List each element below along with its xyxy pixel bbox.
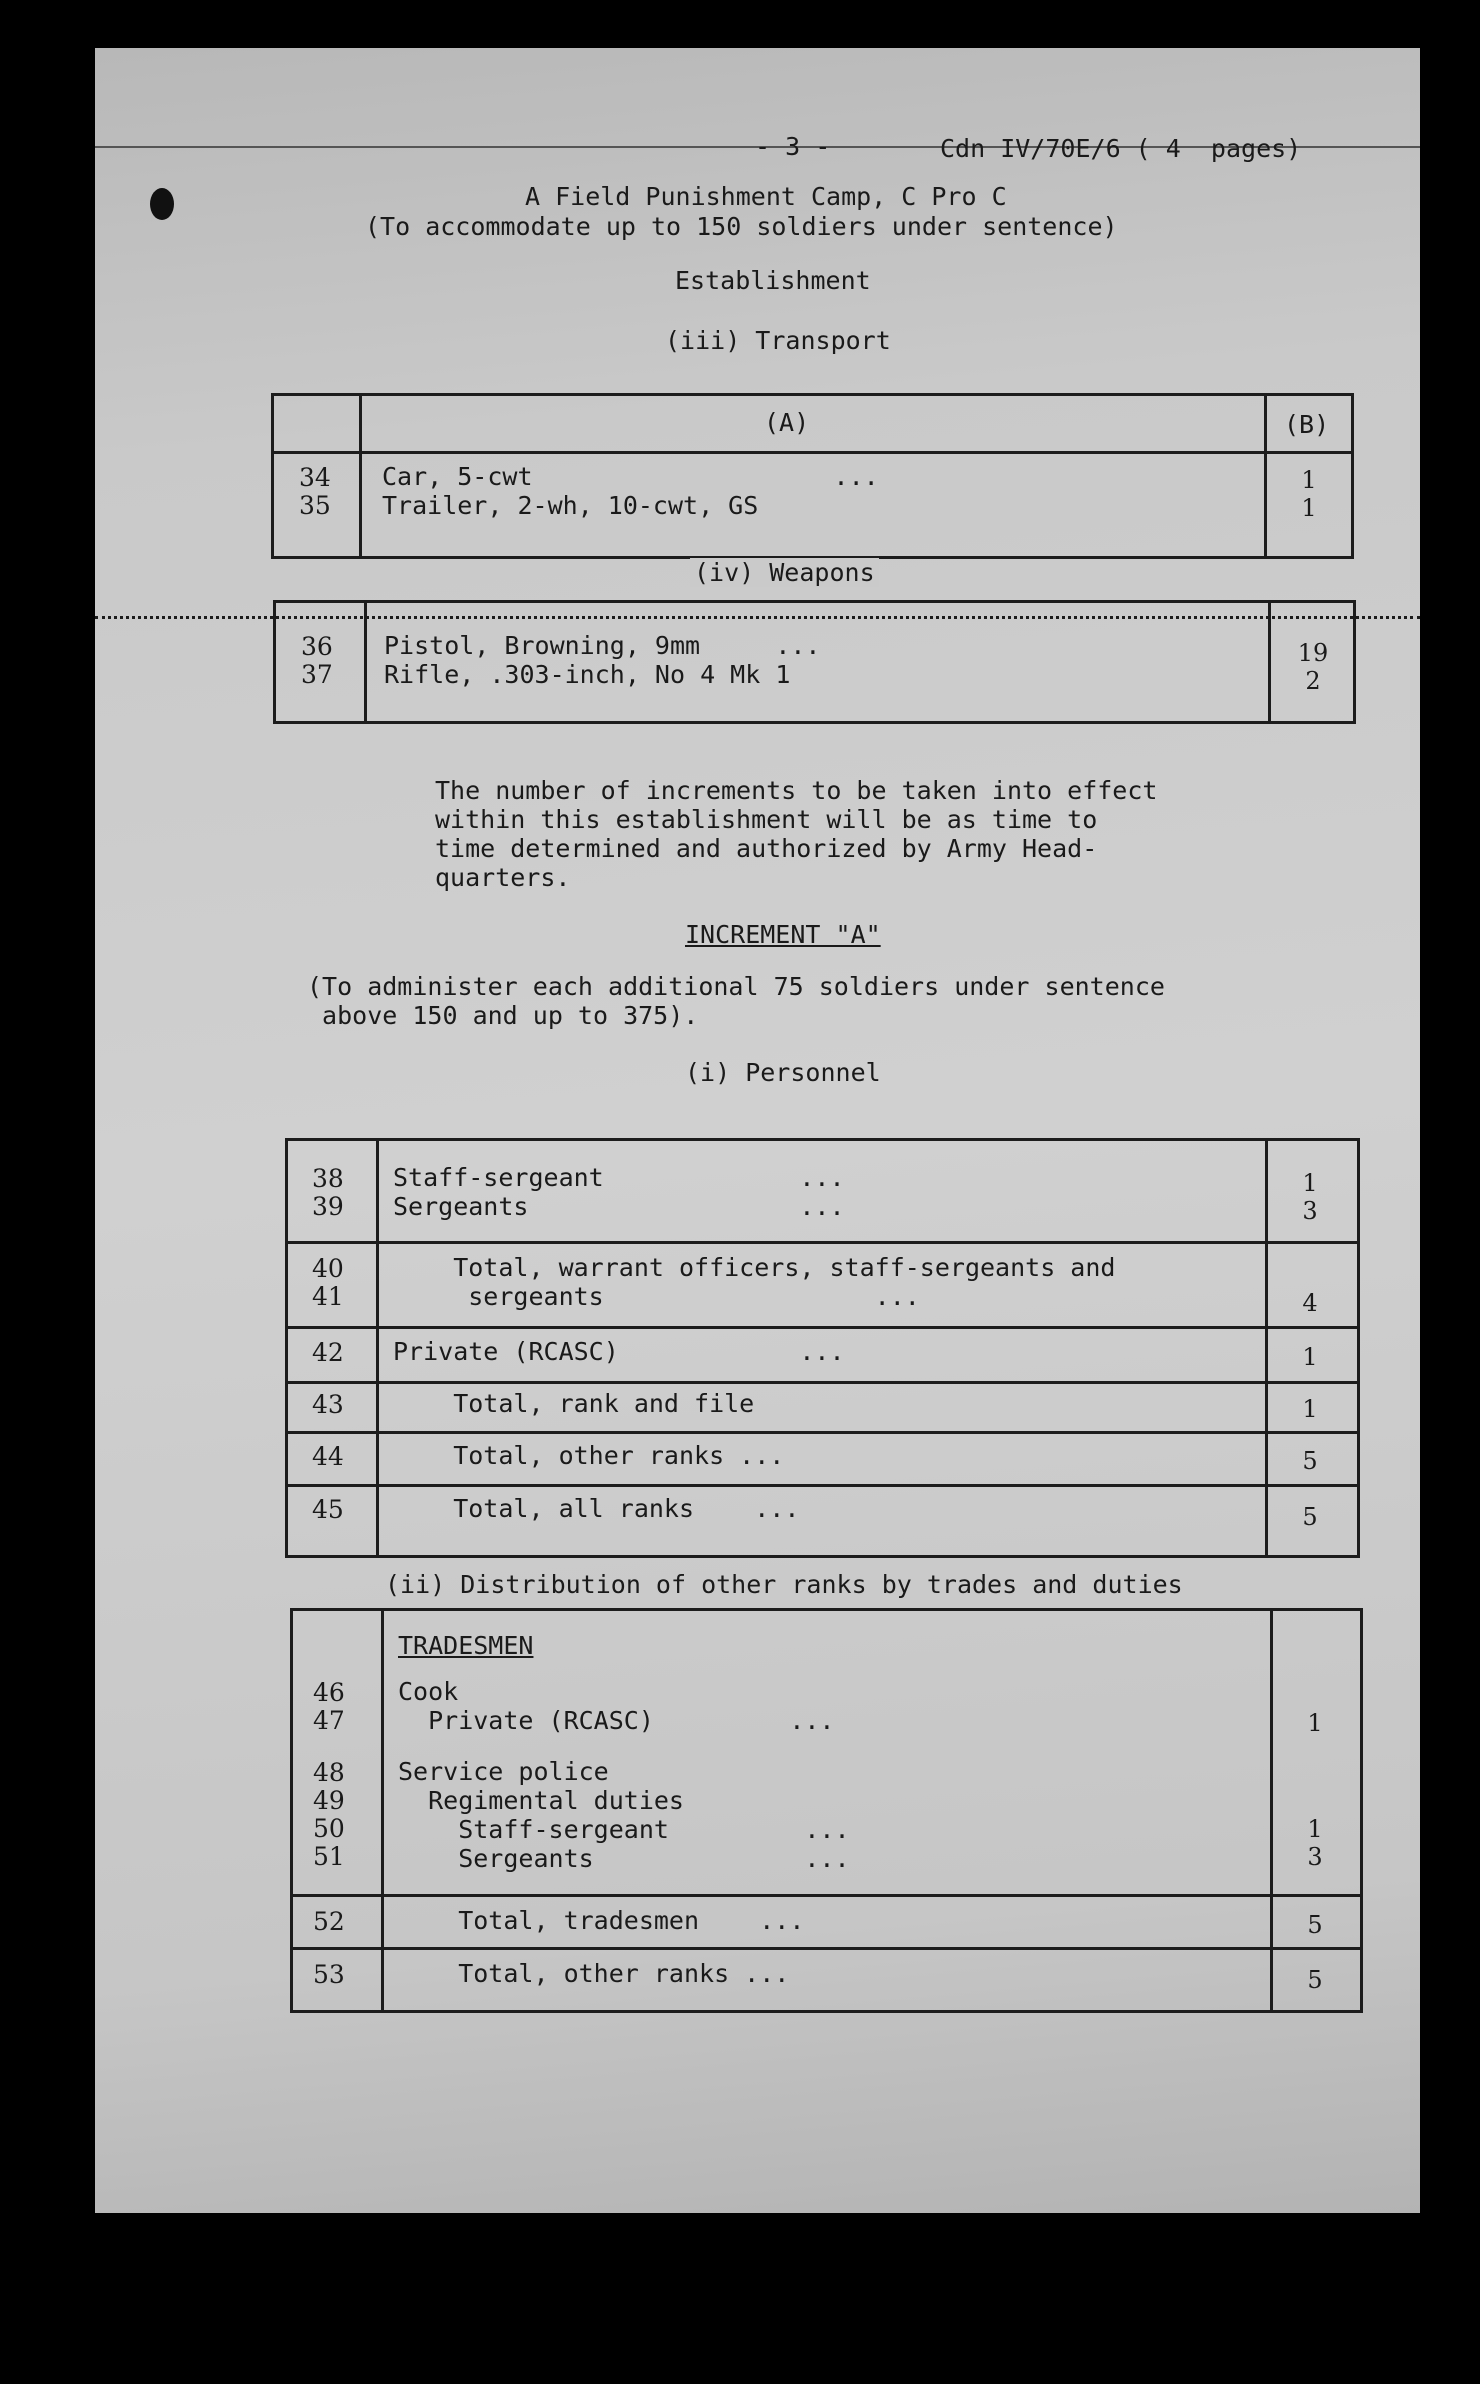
distribution-heading: (ii) Distribution of other ranks by trades and duties	[385, 1570, 1183, 1599]
increment-description: (To administer each additional 75 soldiers under sentence above 150 and up to 375).	[307, 972, 1165, 1030]
title-line-2: (To accommodate up to 150 soldiers under sentence)	[365, 212, 1118, 241]
table-row-value: 5	[1302, 1503, 1318, 1531]
table-row-text: Total, warrant officers, staff-sergeants and sergeants ...	[453, 1253, 1116, 1311]
table-row-value: 5	[1307, 1966, 1323, 1994]
table-row-text: Staff-sergeant ... Sergeants ...	[393, 1163, 845, 1221]
weapons-table	[273, 600, 1356, 724]
table-row-text: Total, rank and file	[393, 1389, 755, 1418]
table-row-numbers: 45	[312, 1495, 344, 1524]
increment-title: INCREMENT "A"	[685, 920, 881, 949]
punch-hole-mark	[150, 188, 174, 220]
transport-heading: (iii) Transport	[665, 326, 891, 355]
tradesmen-heading: TRADESMEN	[398, 1631, 534, 1660]
table-row-numbers: 46 47	[313, 1678, 345, 1735]
table-row-numbers: 43	[312, 1390, 344, 1419]
document-reference: Cdn IV/70E/6 ( 4 pages)	[940, 134, 1302, 163]
transport-values: 1 1	[1301, 466, 1317, 522]
table-row-text: Cook Private (RCASC) ...	[398, 1677, 835, 1735]
page-number: - 3 -	[755, 132, 831, 161]
weapons-items: Pistol, Browning, 9mm ... Rifle, .303-inch, No 4 Mk 1	[384, 631, 821, 689]
table-row-value: 4	[1302, 1289, 1318, 1317]
personnel-table	[285, 1138, 1360, 1558]
row-numbers: 34 35	[299, 463, 331, 520]
establishment-heading: Establishment	[675, 266, 871, 295]
document-page	[95, 48, 1420, 2213]
table-row-numbers: 48 49 50 51	[313, 1758, 345, 1871]
table-row-numbers: 52	[313, 1907, 345, 1936]
table-row-value: 5	[1302, 1447, 1318, 1475]
table-row-text: Service police Regimental duties Staff-sergeant ... Sergeants ...	[398, 1757, 850, 1873]
table-row-text: Total, tradesmen ...	[398, 1906, 805, 1935]
table-row-text: Total, other ranks ...	[398, 1959, 790, 1988]
table-row-value: 1	[1307, 1709, 1323, 1737]
table-row-text: Total, all ranks ...	[393, 1494, 800, 1523]
table-row-numbers: 44	[312, 1442, 344, 1471]
table-row-numbers: 53	[313, 1960, 345, 1989]
table-row-numbers: 38 39	[312, 1164, 344, 1221]
table-row-value: 1	[1302, 1343, 1318, 1371]
trades-table	[290, 1608, 1363, 2013]
weapons-values: 19 2	[1297, 639, 1329, 695]
table-row-value: 1 3	[1307, 1815, 1323, 1871]
weapons-heading: (iv) Weapons	[690, 558, 879, 587]
col-a-header: (A)	[764, 408, 810, 437]
personnel-heading: (i) Personnel	[685, 1058, 881, 1087]
table-row-value: 5	[1307, 1911, 1323, 1939]
title-line-1: A Field Punishment Camp, C Pro C	[525, 182, 1007, 211]
table-row-numbers: 42	[312, 1338, 344, 1367]
increment-note: The number of increments to be taken into effect within this establishment will be as time to time determined and authorized by Army Head- quarters.	[435, 776, 1158, 892]
table-row-text: Private (RCASC) ...	[393, 1337, 845, 1366]
transport-table	[271, 393, 1354, 559]
row-numbers: 36 37	[301, 632, 333, 689]
table-row-value: 1 3	[1302, 1169, 1318, 1225]
transport-items: Car, 5-cwt ... Trailer, 2-wh, 10-cwt, GS	[382, 462, 879, 520]
table-row-value: 1	[1302, 1395, 1318, 1423]
col-b-header: (B)	[1284, 410, 1330, 439]
table-row-numbers: 40 41	[312, 1254, 344, 1311]
table-row-text: Total, other ranks ...	[393, 1441, 785, 1470]
